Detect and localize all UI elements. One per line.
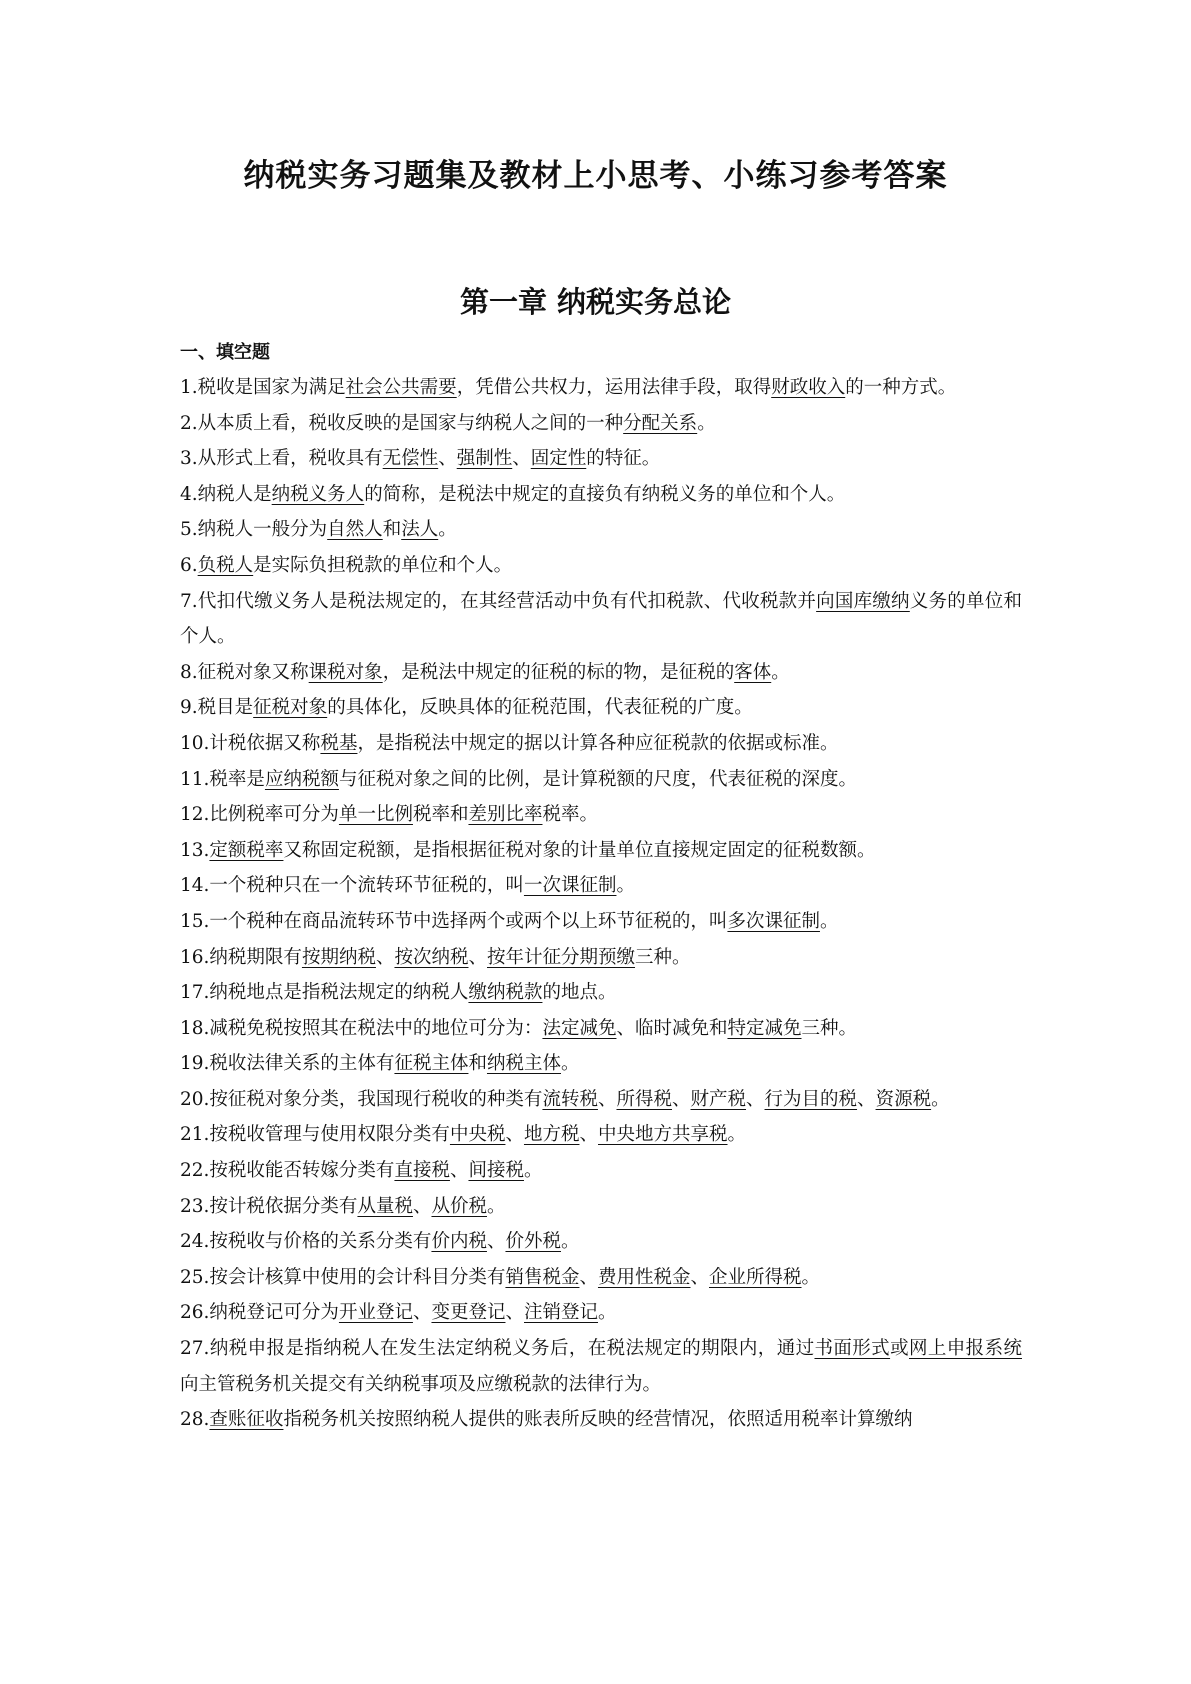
question-item [180, 690, 1022, 726]
question-item [180, 584, 1022, 655]
answer-blank: 社会公共需要 [345, 377, 457, 398]
question-text: 。 [523, 1160, 543, 1182]
question-number: 19. [180, 1053, 210, 1075]
answer-blank: 缴纳税款 [468, 982, 543, 1004]
answer-blank: 税基 [320, 732, 358, 754]
question-item [180, 548, 1022, 584]
answer-blank: 从量税 [357, 1195, 413, 1217]
question-text: 、 [690, 1266, 709, 1288]
question-number: 28. [180, 1409, 210, 1431]
answer-blank: 价外税 [505, 1231, 561, 1253]
question-number: 26. [180, 1302, 210, 1324]
question-number: 6. [180, 554, 198, 576]
question-text: 、 [671, 1088, 691, 1110]
question-text: 。 [486, 1195, 506, 1217]
question-number: 15. [180, 910, 210, 932]
question-text: 、 [412, 1195, 432, 1217]
question-text: 按税收能否转嫁分类有 [209, 1160, 395, 1182]
question-text: 和 [382, 519, 402, 541]
question-text: 纳税人是 [197, 483, 272, 505]
question-item [180, 797, 1022, 833]
question-text: 按计税依据分类有 [209, 1195, 358, 1217]
question-item [180, 1189, 1022, 1225]
answer-blank: 固定性 [530, 448, 587, 470]
question-text: 减税免税按照其在税法中的地位可分为： [209, 1017, 543, 1039]
question-number: 13. [180, 839, 210, 861]
answer-blank: 征税对象 [253, 697, 328, 719]
answer-blank: 纳税主体 [486, 1053, 561, 1075]
answer-blank: 强制性 [456, 448, 513, 470]
answer-blank: 网上申报系统 [908, 1338, 1022, 1360]
answer-blank: 特定减免 [727, 1017, 802, 1039]
answer-blank: 从价税 [431, 1195, 487, 1217]
answer-blank: 差别比率 [468, 804, 543, 826]
question-text: 、 [412, 1302, 432, 1324]
question-item [180, 1046, 1022, 1082]
question-item [180, 726, 1022, 762]
question-number: 8. [180, 661, 198, 683]
answer-blank: 流转税 [542, 1088, 598, 1110]
question-text: 。 [819, 910, 839, 932]
answer-blank: 中央地方共享税 [598, 1124, 728, 1146]
answer-blank: 法人 [401, 519, 439, 541]
answer-blank: 向国库缴纳 [816, 590, 910, 612]
question-text: 、 [438, 448, 457, 470]
question-text: 的地点。 [542, 982, 617, 1004]
question-text: ，凭借公共权力，运用法律手段，取得 [456, 377, 772, 398]
answer-blank: 价内税 [431, 1231, 487, 1253]
question-number: 24. [180, 1231, 210, 1253]
question-number: 10. [180, 732, 210, 754]
answer-blank: 纳税义务人 [271, 483, 365, 505]
answer-blank: 征税主体 [394, 1053, 469, 1075]
question-text: 按会计核算中使用的会计科目分类有 [209, 1266, 506, 1288]
question-number: 7. [180, 590, 198, 612]
answer-blank: 多次课征制 [727, 910, 820, 932]
answer-blank: 财产税 [690, 1088, 747, 1110]
question-text: 。 [931, 1088, 950, 1110]
answer-blank: 客体 [734, 661, 772, 683]
question-text: 税目是 [197, 697, 254, 719]
question-text: 、 [375, 946, 395, 968]
answer-blank: 自然人 [327, 519, 383, 541]
question-number: 17. [180, 982, 210, 1004]
question-item [180, 655, 1022, 691]
question-text: 按征税对象分类，我国现行税收的种类有 [209, 1088, 543, 1110]
question-text: 、 [468, 946, 487, 968]
answer-blank: 单一比例 [338, 804, 413, 826]
question-item [180, 1224, 1022, 1260]
answer-blank: 企业所得税 [709, 1266, 802, 1288]
answer-blank: 间接税 [468, 1160, 524, 1182]
question-text: 、 [579, 1124, 598, 1146]
question-item [180, 1082, 1022, 1118]
question-text: 、 [505, 1302, 524, 1324]
question-item [180, 1153, 1022, 1189]
question-text: 。 [697, 412, 716, 434]
question-number: 14. [180, 875, 210, 897]
question-item [180, 477, 1022, 513]
question-text: 从本质上看，税收反映的是国家与纳税人之间的一种 [197, 412, 624, 434]
question-text: 比例税率可分为 [209, 804, 339, 826]
question-text: 税率和 [412, 804, 469, 826]
question-item [180, 1402, 1022, 1438]
answer-blank: 变更登记 [431, 1302, 506, 1324]
question-text: 、临时减免和 [616, 1017, 728, 1039]
question-item [180, 833, 1022, 869]
answer-blank: 一次课征制 [523, 875, 617, 897]
question-item [180, 762, 1022, 798]
answer-blank: 开业登记 [338, 1302, 413, 1324]
question-item [180, 904, 1022, 940]
question-text: 纳税申报是指纳税人在发生法定纳税义务后，在税法规定的期限内，通过 [209, 1338, 815, 1360]
question-text: 纳税登记可分为 [209, 1302, 339, 1324]
question-number: 18. [180, 1017, 210, 1039]
question-text: 按税收与价格的关系分类有 [209, 1231, 432, 1253]
question-item [180, 1011, 1022, 1047]
question-text: 。 [598, 1302, 617, 1324]
question-number: 5. [180, 519, 198, 541]
question-text: 、 [449, 1160, 469, 1182]
answer-blank: 地方税 [523, 1124, 580, 1146]
question-text: 与征税对象之间的比例，是计算税额的尺度，代表征税的深度。 [338, 768, 857, 790]
question-text: 或 [890, 1338, 909, 1360]
question-item [180, 975, 1022, 1011]
answer-blank: 定额税率 [209, 839, 284, 861]
answer-blank: 销售税金 [505, 1266, 580, 1288]
answer-blank: 中央税 [449, 1124, 506, 1146]
question-text: 和 [468, 1053, 487, 1075]
question-text: 向主管税务机关提交有关纳税事项及应缴税款的法律行为。 [180, 1373, 662, 1395]
question-number: 3. [180, 448, 198, 470]
question-number: 27. [180, 1338, 210, 1360]
question-list [180, 370, 1022, 1438]
question-text: 。 [438, 519, 457, 541]
answer-blank: 按年计征分期预缴 [487, 946, 636, 968]
question-text: 纳税期限有 [209, 946, 302, 968]
question-item [180, 370, 1022, 406]
question-text: 计税依据又称 [209, 732, 321, 754]
question-text: 按税收管理与使用权限分类有 [209, 1124, 450, 1146]
question-item [180, 868, 1022, 904]
question-number: 2. [180, 412, 198, 434]
question-text: 、 [746, 1088, 765, 1110]
question-number: 16. [180, 946, 210, 968]
answer-blank: 无偿性 [382, 448, 439, 470]
question-number: 25. [180, 1266, 210, 1288]
question-number: 21. [180, 1124, 210, 1146]
question-text: ，是指税法中规定的据以计算各种应征税款的依据或标准。 [357, 732, 839, 754]
question-text: 的简称，是税法中规定的直接负有纳税义务的单位和个人。 [364, 483, 846, 505]
question-item [180, 512, 1022, 548]
question-text: 。 [616, 875, 635, 897]
question-text: 、 [486, 1231, 506, 1253]
answer-blank: 按期纳税 [301, 946, 376, 968]
question-text: 义务的单位和个人。 [180, 590, 1022, 648]
answer-blank: 行为目的税 [764, 1088, 858, 1110]
question-text: 。 [560, 1053, 580, 1075]
question-text: 。 [801, 1266, 821, 1288]
question-text: 税收是国家为满足 [197, 377, 346, 398]
question-item [180, 1295, 1022, 1331]
answer-blank: 注销登记 [524, 1302, 599, 1324]
question-text: 。 [727, 1124, 747, 1146]
question-item [180, 1331, 1022, 1402]
question-text: ，是税法中规定的征税的标的物，是征税的 [382, 661, 735, 683]
question-text: 。 [560, 1231, 580, 1253]
question-text: 是实际负担税款的单位和个人。 [253, 554, 513, 576]
question-number: 23. [180, 1195, 210, 1217]
answer-blank: 财政收入 [771, 377, 846, 398]
question-number: 4. [180, 483, 198, 505]
question-text: 一个税种只在一个流转环节征税的，叫 [209, 875, 524, 897]
question-item [180, 940, 1022, 976]
answer-blank: 分配关系 [623, 412, 698, 434]
question-text: 、 [579, 1266, 598, 1288]
question-text: 指税务机关按照纳税人提供的账表所反映的经营情况，依照适用税率计算缴纳 [283, 1409, 913, 1431]
question-number: 1. [180, 377, 198, 398]
question-number: 20. [180, 1088, 210, 1110]
question-number: 22. [180, 1160, 210, 1182]
section-heading: 一、填空题 [180, 342, 270, 363]
answer-blank: 法定减免 [542, 1017, 617, 1039]
answer-blank: 所得税 [616, 1088, 672, 1110]
question-number: 9. [180, 697, 198, 719]
question-text: 纳税人一般分为 [197, 519, 328, 541]
question-text: 三种。 [635, 946, 691, 968]
answer-blank: 费用性税金 [597, 1266, 691, 1288]
question-text: 代扣代缴义务人是税法规定的，在其经营活动中负有代扣税款、代收税款并 [197, 590, 817, 612]
question-text: 、 [505, 1124, 524, 1146]
question-number: 11. [180, 768, 210, 790]
question-text: 、 [857, 1088, 876, 1110]
question-item [180, 1260, 1022, 1296]
answer-blank: 应纳税额 [264, 768, 339, 790]
question-text: 一个税种在商品流转环节中选择两个或两个以上环节征税的，叫 [209, 910, 728, 932]
question-text: 又称固定税额，是指根据征税对象的计量单位直接规定固定的征税数额。 [283, 839, 876, 861]
question-text: 税率是 [209, 768, 265, 790]
answer-blank: 资源税 [875, 1088, 932, 1110]
answer-blank: 直接税 [394, 1160, 450, 1182]
question-text: 的一种方式。 [845, 377, 957, 398]
question-item [180, 406, 1022, 442]
question-text: 的特征。 [586, 448, 661, 470]
document-title: 纳税实务习题集及教材上小思考、小练习参考答案 [243, 158, 948, 194]
question-number: 12. [180, 804, 210, 826]
question-text: 、 [597, 1088, 617, 1110]
question-text: 纳税地点是指税法规定的纳税人 [209, 982, 469, 1004]
answer-blank: 课税对象 [308, 661, 383, 683]
question-text: 税收法律关系的主体有 [209, 1053, 395, 1075]
question-text: 、 [512, 448, 531, 470]
answer-blank: 负税人 [197, 554, 254, 576]
question-text: 从形式上看，税收具有 [197, 448, 383, 470]
question-text: 。 [771, 661, 790, 683]
answer-blank: 查账征收 [209, 1409, 284, 1431]
answer-blank: 书面形式 [814, 1338, 891, 1360]
question-item [180, 441, 1022, 477]
question-text: 征税对象又称 [197, 661, 309, 683]
question-text: 的具体化，反映具体的征税范围，代表征税的广度。 [327, 697, 753, 719]
question-text: 税率。 [542, 804, 598, 826]
chapter-title: 第一章 纳税实务总论 [459, 285, 732, 319]
question-item [180, 1117, 1022, 1153]
answer-blank: 按次纳税 [394, 946, 469, 968]
question-text: 三种。 [801, 1017, 857, 1039]
